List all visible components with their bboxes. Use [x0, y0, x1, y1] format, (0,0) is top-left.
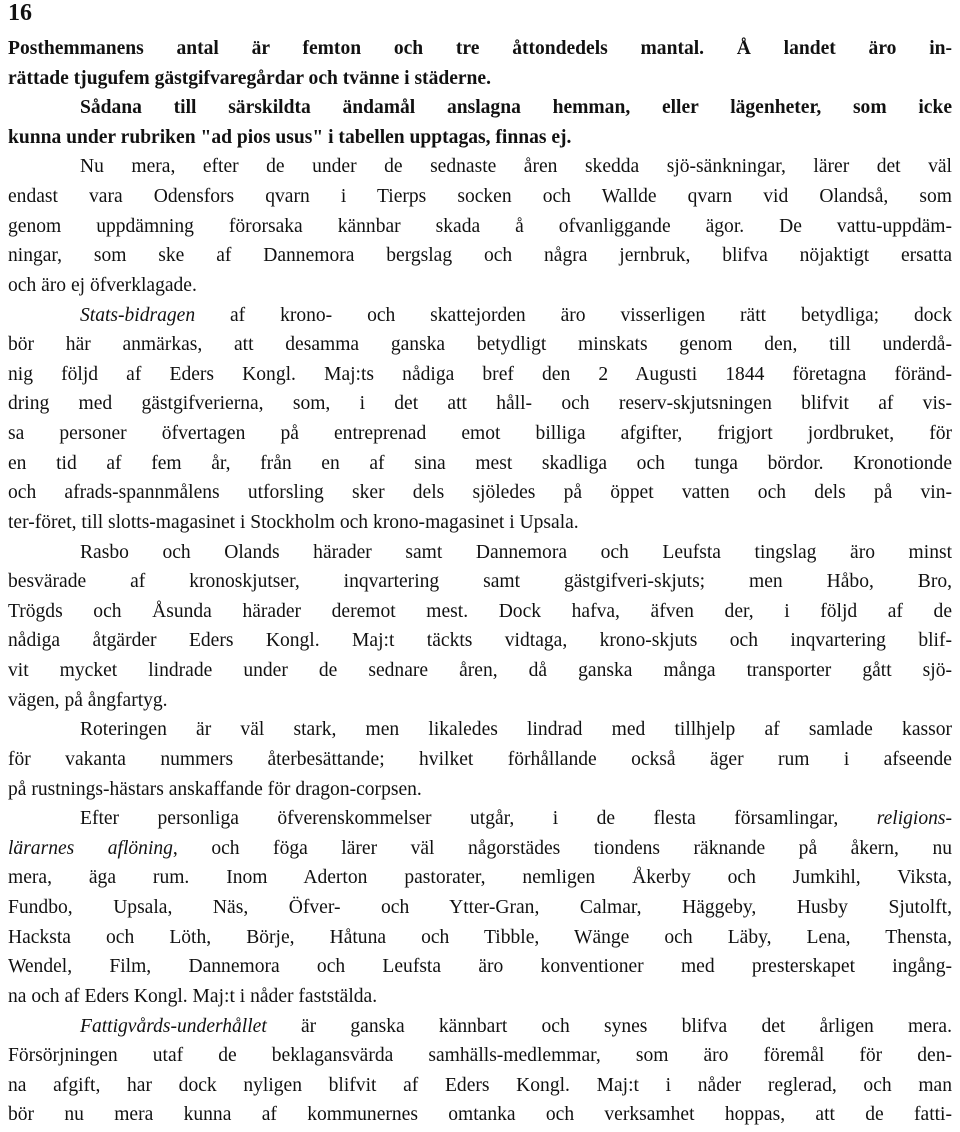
text-segment: Sådana till särskildta ändamål anslagna hemman, eller lägenheter, som icke: [80, 97, 952, 119]
text-line: [8, 745, 952, 775]
text-line: [80, 1012, 952, 1042]
text-line: [8, 449, 952, 479]
italic-phrase: Fattigvårds-underhållet: [80, 1015, 267, 1037]
text-line: [80, 538, 952, 568]
text-line: [80, 804, 952, 834]
text-segment: Fundbo, Upsala, Näs, Öfver- och Ytter-Gran, Calmar, Häggeby, Husby Sjutolft,: [8, 897, 952, 919]
text-line: [8, 241, 952, 271]
text-line: [8, 656, 952, 686]
text-line: [8, 1071, 952, 1101]
text-line: [8, 863, 952, 893]
text-segment: och äro ej öfverklagade.: [8, 274, 197, 296]
text-segment: Efter personliga öfverenskommelser utgår, i de flesta församlingar,: [80, 808, 877, 830]
text-segment: besvärade af kronoskjutser, inqvartering samt gästgifveri-skjuts; men Håbo, Bro,: [8, 571, 952, 593]
text-line: [8, 597, 952, 627]
text-line: [8, 1041, 952, 1071]
text-line: [8, 478, 952, 508]
text-segment: Nu mera, efter de under de sednaste åren skedda sjö-sänkningar, lärer det väl: [80, 156, 952, 178]
text-line: [8, 182, 952, 212]
text-line: [8, 419, 952, 449]
text-line: [8, 952, 952, 982]
text-segment: kunna under rubriken "ad pios usus" i tabellen upptagas, finnas ej.: [8, 126, 572, 148]
text-line: [8, 834, 952, 864]
page-number: 16: [8, 0, 32, 26]
text-segment: nådiga åtgärder Eders Kongl. Maj:t täckts vidtaga, krono-skjuts och inqvartering blif-: [8, 630, 952, 652]
text-segment: af krono- och skattejorden äro visserligen rätt betydliga; dock: [195, 304, 952, 326]
text-line: [8, 271, 952, 301]
text-segment: bör nu mera kunna af kommunernes omtanka och verksamhet hoppas, att de fatti-: [8, 1104, 952, 1126]
text-line: [8, 982, 952, 1012]
text-line: [8, 893, 952, 923]
text-segment: och afrads-spannmålens utforsling sker dels sjöledes på öppet vatten och dels på vin-: [8, 482, 952, 504]
text-segment: för vakanta nummers återbesättande; hvilket förhållande också äger rum i afseende: [8, 748, 952, 770]
italic-phrase: lärarnes aflöning: [8, 837, 173, 859]
text-segment: Roteringen är väl stark, men likaledes lindrad med tillhjelp af samlade kassor: [80, 719, 952, 741]
text-segment: på rustnings-hästars anskaffande för dragon-corpsen.: [8, 778, 422, 800]
text-line: [80, 93, 952, 123]
text-segment: rättade tjugufem gästgifvaregårdar och tvänne i städerne.: [8, 67, 491, 89]
text-segment: Trögds och Åsunda härader deremot mest. Dock hafva, äfven der, i följd af de: [8, 600, 952, 622]
text-line: [8, 360, 952, 390]
text-segment: Försörjningen utaf de beklagansvärda samhälls-medlemmar, som äro föremål för den-: [8, 1045, 952, 1067]
text-segment: vägen, på ångfartyg.: [8, 689, 168, 711]
text-segment: ter-föret, till slotts-magasinet i Stockholm och krono-magasinet i Upsala.: [8, 511, 579, 533]
text-line: [8, 508, 952, 538]
text-line: [80, 301, 952, 331]
text-line: [8, 1100, 952, 1130]
text-segment: ningar, som ske af Dannemora bergslag och några jernbruk, blifva nöjaktigt ersatta: [8, 245, 952, 267]
text-segment: en tid af fem år, från en af sina mest skadliga och tunga bördor. Kronotionde: [8, 452, 952, 474]
italic-phrase: religions-: [876, 808, 952, 830]
text-line: [8, 34, 952, 64]
text-segment: sa personer öfvertagen på entreprenad emot billiga afgifter, frigjort jordbruket, för: [8, 423, 952, 445]
text-segment: endast vara Odensfors qvarn i Tierps socken och Wallde qvarn vid Olandså, som: [8, 186, 952, 208]
text-line: [8, 567, 952, 597]
text-line: [8, 64, 952, 94]
text-segment: nig följd af Eders Kongl. Maj:ts nådiga bref den 2 Augusti 1844 företagna föränd-: [8, 363, 952, 385]
text-segment: na afgift, har dock nyligen blifvit af Eders Kongl. Maj:t i nåder reglerad, och man: [8, 1074, 952, 1096]
text-line: [8, 626, 952, 656]
text-segment: , och föga lärer väl någorstädes tiondens räknande på åkern, nu: [172, 837, 952, 859]
text-segment: är ganska kännbart och synes blifva det årligen mera.: [266, 1015, 952, 1037]
text-line: [80, 715, 952, 745]
text-line: [8, 923, 952, 953]
text-line: [8, 212, 952, 242]
text-segment: mera, äga rum. Inom Aderton pastorater, nemligen Åkerby och Jumkihl, Viksta,: [8, 867, 952, 889]
text-segment: Posthemmanens antal är femton och tre åttondedels mantal. Å landet äro in-: [8, 38, 952, 59]
text-line: [8, 389, 952, 419]
text-line: [8, 123, 952, 153]
text-line: [8, 775, 952, 805]
text-line: [8, 686, 952, 716]
text-segment: vit mycket lindrade under de sednare åren, då ganska många transporter gått sjö-: [8, 660, 952, 682]
italic-phrase: Stats-bidragen: [80, 304, 196, 326]
text-segment: Hacksta och Löth, Börje, Håtuna och Tibble, Wänge och Läby, Lena, Thensta,: [8, 926, 952, 948]
text-segment: Rasbo och Olands härader samt Dannemora och Leufsta tingslag äro minst: [80, 541, 952, 563]
text-segment: bör här anmärkas, att desamma ganska betydligt minskats genom den, till underdå-: [8, 334, 952, 356]
text-segment: genom uppdämning förorsaka kännbar skada å ofvanliggande ägor. De vattu-uppdäm-: [8, 215, 952, 237]
text-line: [8, 330, 952, 360]
text-line: [80, 152, 952, 182]
text-segment: dring med gästgifverierna, som, i det att håll- och reserv-skjutsningen blifvit af vis-: [8, 393, 952, 415]
text-segment: Wendel, Film, Dannemora och Leufsta äro konventioner med presterskapet ingång-: [8, 956, 952, 978]
text-segment: na och af Eders Kongl. Maj:t i nåder faststälda.: [8, 985, 378, 1007]
